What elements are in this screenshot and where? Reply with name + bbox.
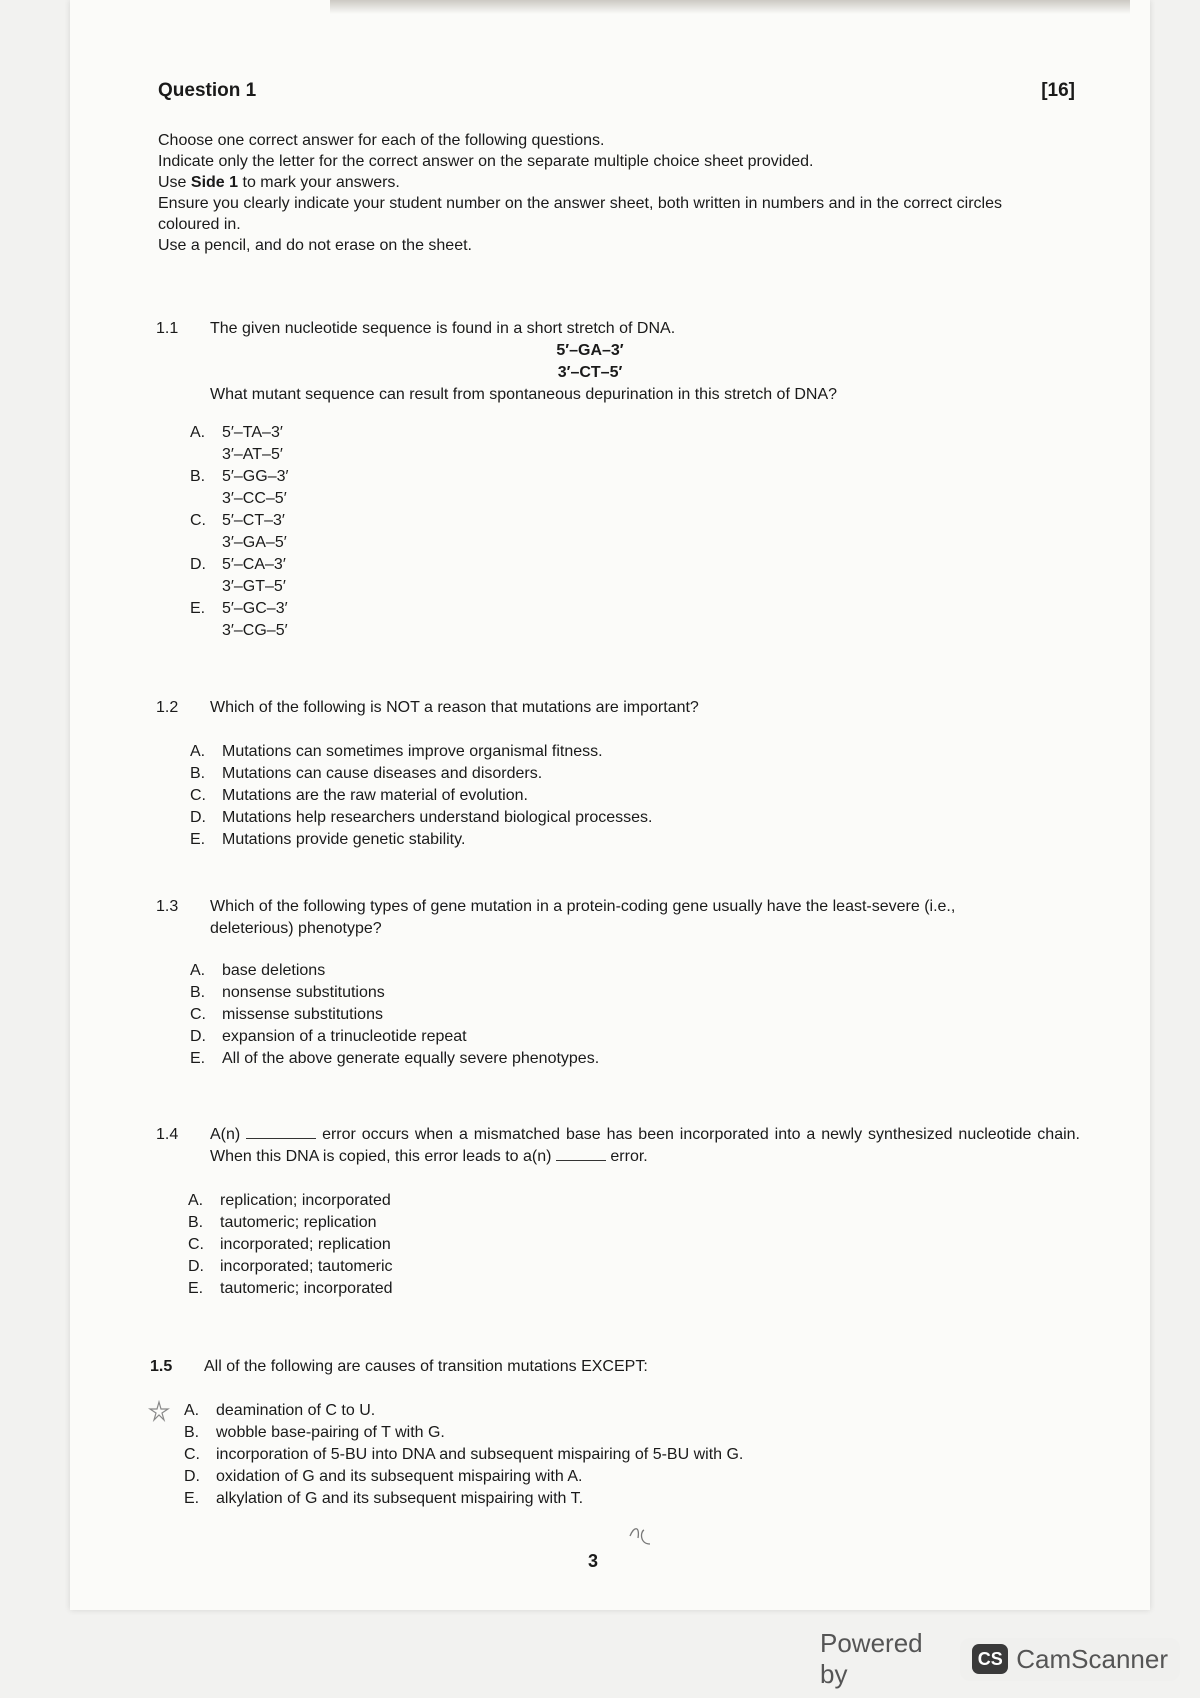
options-list	[188, 1190, 1086, 1300]
options-list	[190, 741, 1086, 851]
question-title: Question 1	[158, 80, 257, 101]
sequence-bottom: 3′–CT–5′	[557, 364, 623, 381]
option-a[interactable]: A. 5′–TA–3′ 3′–AT–5′	[190, 424, 283, 463]
option-d[interactable]: D. incorporated; tautomeric	[188, 1258, 393, 1275]
option-b[interactable]: B. tautomeric; replication	[188, 1214, 377, 1231]
option-c[interactable]: C. incorporated; replication	[188, 1236, 391, 1253]
question-marks: [16]	[1041, 80, 1075, 101]
camscanner-watermark	[820, 1630, 1180, 1688]
option-a[interactable]: A. deamination of C to U.	[184, 1402, 376, 1419]
option-a[interactable]: A. replication; incorporated	[188, 1192, 391, 1209]
option-c[interactable]: C. 5′–CT–3′ 3′–GA–5′	[190, 512, 287, 551]
option-d[interactable]: D. 5′–CA–3′ 3′–GT–5′	[190, 556, 286, 595]
option-c[interactable]: C. Mutations are the raw material of evolution.	[190, 787, 528, 804]
watermark-brand	[960, 1638, 1180, 1681]
question-1-2	[156, 697, 1086, 851]
question-number: 1.2	[156, 699, 179, 716]
question-stem: Which of the following is NOT a reason that mutations are important?	[210, 699, 699, 716]
answer-blank	[556, 1146, 606, 1161]
option-a[interactable]: A. Mutations can sometimes improve organismal fitness.	[190, 743, 603, 760]
question-1-3	[156, 896, 1086, 1070]
pencil-star-mark	[148, 1400, 170, 1422]
page-number: 3	[588, 1551, 599, 1571]
option-d[interactable]: D. Mutations help researchers understand biological processes.	[190, 809, 653, 826]
question-stem: A(n) error occurs when a mismatched base has been incorporated into a newly synthesized nucleotide chain. When this DNA is copied, this error leads to a(n) error.	[210, 1126, 1080, 1165]
camscanner-logo-icon: CS	[972, 1644, 1008, 1674]
option-b[interactable]: B. Mutations can cause diseases and disorders.	[190, 765, 543, 782]
answer-blank	[246, 1124, 316, 1139]
question-number: 1.1	[156, 320, 179, 337]
question-heading	[158, 80, 1075, 102]
question-number: 1.5	[150, 1358, 173, 1375]
watermark-powered-by: Powered by	[820, 1628, 923, 1689]
question-stem: Which of the following types of gene mutation in a protein-coding gene usually have the least-severe (i.e., deleterious) phenotype?	[210, 898, 956, 937]
question-1-5	[150, 1356, 1080, 1510]
instruction-line: Choose one correct answer for each of the following questions.	[158, 132, 605, 149]
question-number: 1.4	[156, 1126, 179, 1143]
instruction-line: Indicate only the letter for the correct answer on the separate multiple choice sheet provided.	[158, 153, 814, 170]
options-list	[190, 960, 1086, 1070]
question-1-4	[156, 1124, 1086, 1300]
watermark-brand-name: CamScanner	[1016, 1643, 1168, 1674]
question-stem: The given nucleotide sequence is found in a short stretch of DNA.	[210, 320, 676, 337]
option-c[interactable]: C. missense substitutions	[190, 1006, 383, 1023]
option-e[interactable]: E. Mutations provide genetic stability.	[190, 831, 466, 848]
sequence-top: 5′–GA–3′	[556, 342, 624, 359]
question-number: 1.3	[156, 898, 179, 915]
instruction-line: Use Side 1 to mark your answers.	[158, 174, 400, 191]
option-b[interactable]: B. 5′–GG–3′ 3′–CC–5′	[190, 468, 289, 507]
option-e[interactable]: E. tautomeric; incorporated	[188, 1280, 393, 1297]
scan-edge-shadow	[330, 0, 1130, 14]
option-e[interactable]: E. 5′–GC–3′ 3′–CG–5′	[190, 600, 288, 639]
instructions	[158, 130, 1038, 256]
instruction-line: Ensure you clearly indicate your student number on the answer sheet, both written in numbers and in the correct circles coloured in.	[158, 195, 1002, 233]
option-d[interactable]: D. oxidation of G and its subsequent mispairing with A.	[184, 1468, 583, 1485]
option-a[interactable]: A. base deletions	[190, 962, 326, 979]
option-b[interactable]: B. wobble base-pairing of T with G.	[184, 1424, 445, 1441]
instruction-line: Use a pencil, and do not erase on the sheet.	[158, 237, 472, 254]
pencil-scribble-mark	[626, 1522, 656, 1550]
question-1-1	[156, 318, 1086, 642]
options-list	[184, 1400, 1080, 1510]
option-d[interactable]: D. expansion of a trinucleotide repeat	[190, 1028, 467, 1045]
options-list	[190, 422, 1086, 642]
option-c[interactable]: C. incorporation of 5-BU into DNA and subsequent mispairing of 5-BU with G.	[184, 1446, 744, 1463]
option-b[interactable]: B. nonsense substitutions	[190, 984, 385, 1001]
question-prompt: What mutant sequence can result from spontaneous depurination in this stretch of DNA?	[210, 386, 838, 403]
option-e[interactable]: E. All of the above generate equally severe phenotypes.	[190, 1050, 600, 1067]
question-stem: All of the following are causes of transition mutations EXCEPT:	[204, 1358, 648, 1375]
option-e[interactable]: E. alkylation of G and its subsequent mispairing with T.	[184, 1490, 584, 1507]
